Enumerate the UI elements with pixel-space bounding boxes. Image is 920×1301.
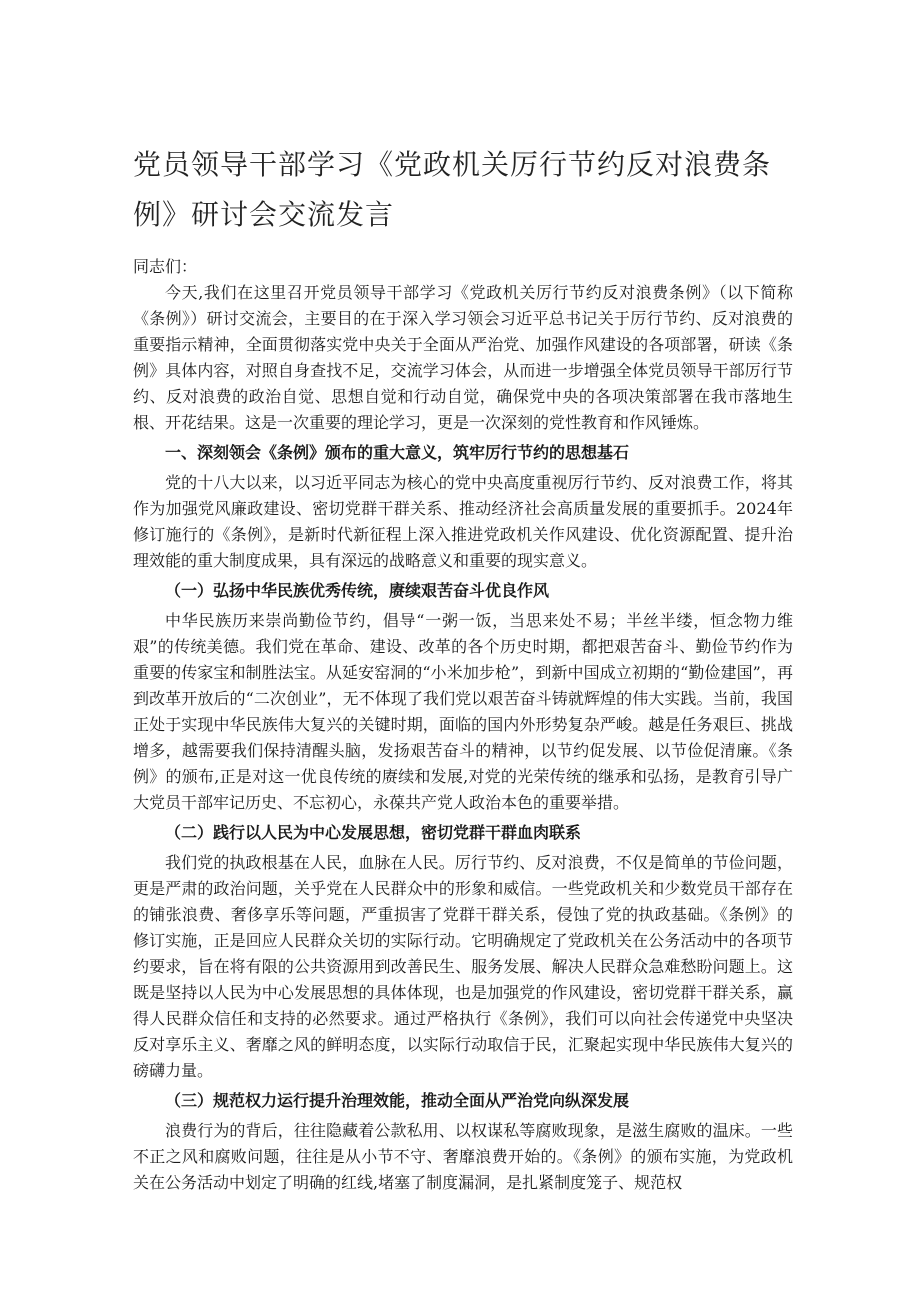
subsection-1-heading: （一）弘扬中华民族优秀传统，赓续艰苦奋斗优良作风 <box>165 581 550 600</box>
subsection-1-paragraph: 中华民族历来崇尚勤俭节约，倡导“一粥一饭，当思来处不易；半丝半缕，恒念物力维艰”的传统美德。我们党在革命、建设、改革的各个历史时期，都把艰苦奋斗、勤俭节约作为重要的传家宝和制胜法宝。从延安窑洞的“小米加步枪”，到新中国成立初期的“勤俭建国”，再到改革开放后的“二次创业”，无不体现了我们党以艰苦奋斗铸就辉煌的伟大实践。当前，我国正处于实现中华民族伟大复兴的关键时期，面临的国内外形势复杂严峻。越是任务艰巨、挑战增多，越需要我们保持清醒头脑，发扬艰苦奋斗的精神，以节约促发展、以节俭促清廉。《条例》的颁布,正是对这一优良传统的赓续和发展,对党的光荣传统的继承和弘扬，是教育引导广大党员干部牢记历史、不忘初心，永葆共产党人政治本色的重要举措。 <box>133 611 793 812</box>
section-1-heading: 一、深刻领会《条例》颁布的重大意义，筑牢厉行节约的思想基石 <box>165 443 630 462</box>
subsection-2-heading: （二）践行以人民为中心发展思想，密切党群干群血肉联系 <box>165 823 582 842</box>
subsection-3-paragraph: 浪费行为的背后，往往隐藏着公款私用、以权谋私等腐败现象，是滋生腐败的温床。一些不正之风和腐败问题，往往是从小节不守、奢靡浪费开始的。《条例》的颁布实施，为党政机关在公务活动中划定了明确的红线,堵塞了制度漏洞，是扎紧制度笼子、规范权 <box>133 1121 793 1192</box>
section-1-paragraph: 党的十八大以来，以习近平同志为核心的党中央高度重视厉行节约、反对浪费工作，将其作为加强党风廉政建设、密切党群干群关系、推动经济社会高质量发展的重要抓手。2024年修订施行的《条例》，是新时代新征程上深入推进党政机关作风建设、优化资源配置、提升治理效能的重大制度成果，具有深远的战略意义和重要的现实意义。 <box>133 473 793 570</box>
document-page <box>133 140 793 1196</box>
greeting: 同志们： <box>133 257 198 276</box>
subsection-2-paragraph: 我们党的执政根基在人民，血脉在人民。厉行节约、反对浪费，不仅是简单的节俭问题，更是严肃的政治问题，关乎党在人民群众中的形象和威信。一些党政机关和少数党员干部存在的铺张浪费、奢侈享乐等问题，严重损害了党群干群关系，侵蚀了党的执政基础。《条例》的修订实施，正是回应人民群众关切的实际行动。它明确规定了党政机关在公务活动中的各项节约要求，旨在将有限的公共资源用到改善民生、服务发展、解决人民群众急难愁盼问题上。这既是坚持以人民为中心发展思想的具体体现，也是加强党的作风建设，密切党群干群关系，赢得人民群众信任和支持的必然要求。通过严格执行《条例》，我们可以向社会传递党中央坚决反对享乐主义、奢靡之风的鲜明态度，以实际行动取信于民，汇聚起实现中华民族伟大复兴的磅礴力量。 <box>133 853 793 1080</box>
subsection-3-heading: （三）规范权力运行提升治理效能，推动全面从严治党向纵深发展 <box>165 1091 630 1110</box>
document-title: 党员领导干部学习《党政机关厉行节约反对浪费条例》研讨会交流发言 <box>133 148 772 231</box>
intro-paragraph: 今天,我们在这里召开党员领导干部学习《党政机关厉行节约反对浪费条例》（以下简称《条例》）研讨交流会，主要目的在于深入学习领会习近平总书记关于厉行节约、反对浪费的重要指示精神，全面贯彻落实党中央关于全面从严治党、加强作风建设的各项部署，研读《条例》具体内容，对照自身查找不足，交流学习体会，从而进一步增强全体党员领导干部厉行节约、反对浪费的政治自觉、思想自觉和行动自觉，确保党中央的各项决策部署在我市落地生根、开花结果。这是一次重要的理论学习，更是一次深刻的党性教育和作风锤炼。 <box>133 283 793 432</box>
